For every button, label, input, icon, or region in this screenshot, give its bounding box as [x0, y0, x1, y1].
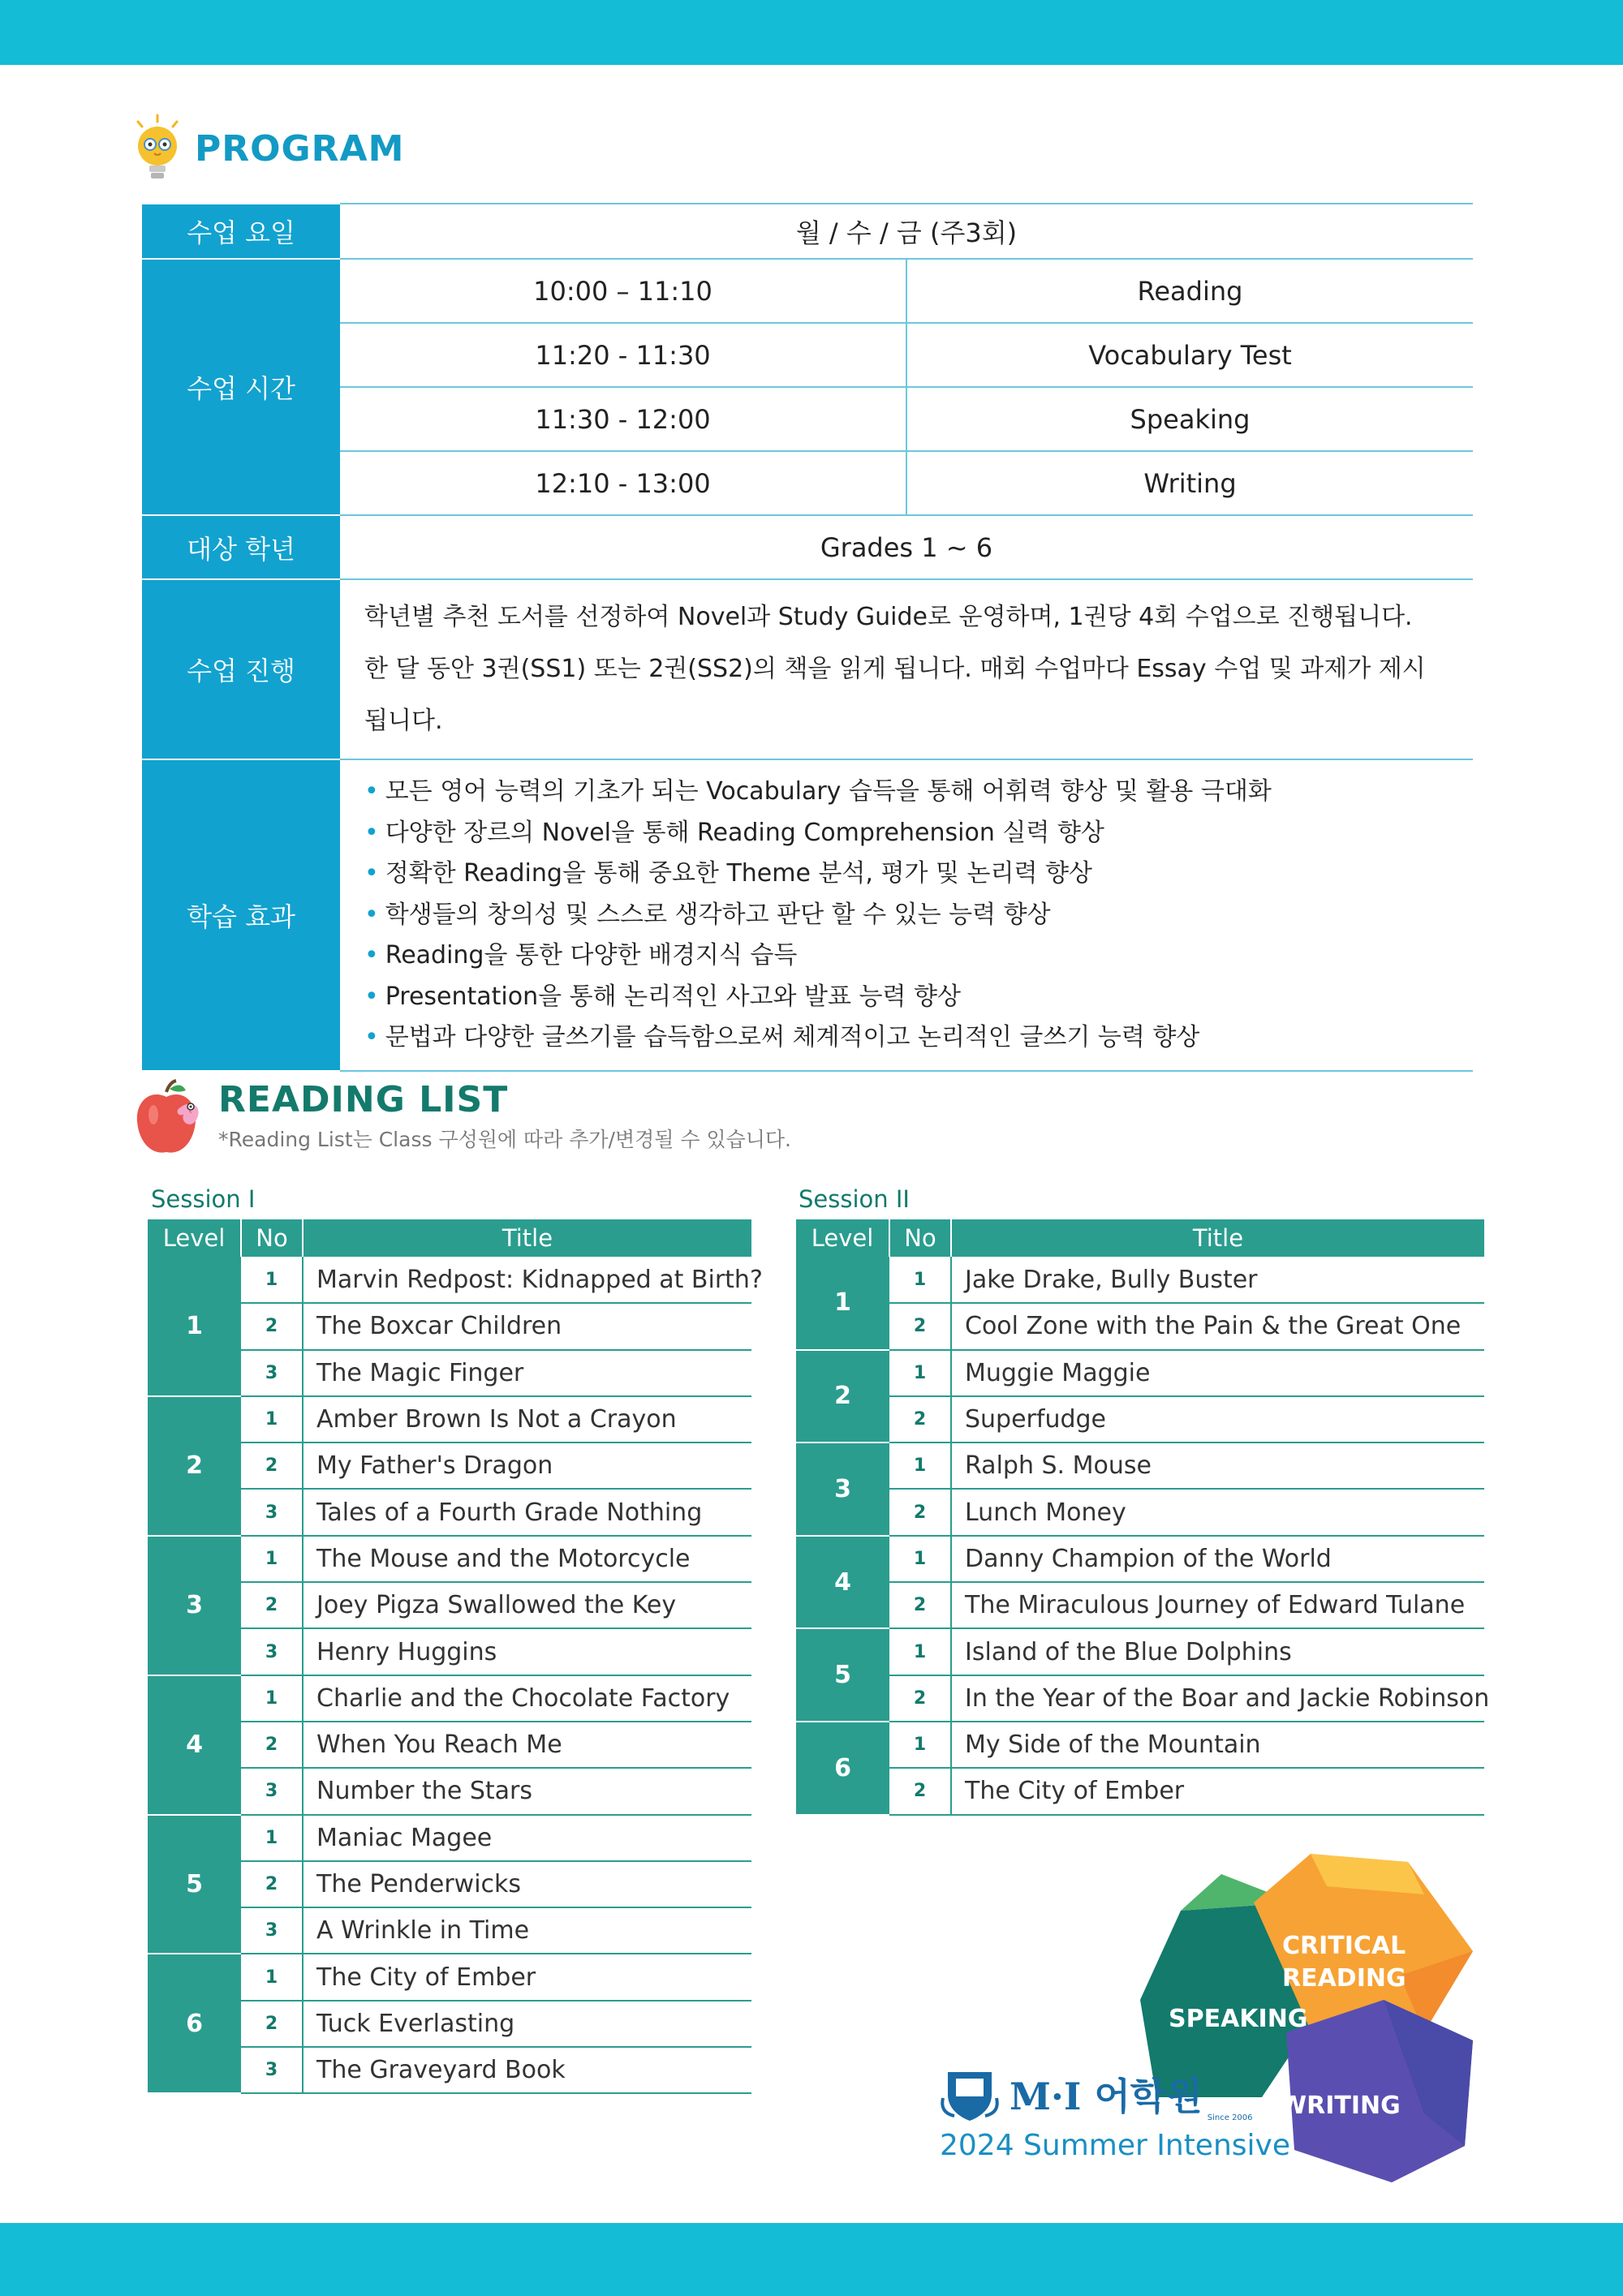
level-cell: 1	[796, 1257, 889, 1350]
days-label: 수업 요일	[142, 204, 340, 259]
progress-line: 한 달 동안 3권(SS1) 또는 2권(SS2)의 책을 읽게 됩니다. 매회 수업마다 Essay 수업 및 과제가 제시됩니다.	[364, 655, 1426, 735]
schedule-subject: Writing	[906, 451, 1473, 515]
schedule-row	[142, 259, 1473, 323]
level-cell: 3	[796, 1443, 889, 1536]
schedule-time: 11:30 - 12:00	[340, 387, 906, 451]
session2-header-row	[796, 1219, 1484, 1257]
brand-since: Since 2006	[1207, 2113, 1253, 2122]
book-row	[148, 1257, 751, 1303]
book-title: Number the Stars	[303, 1768, 751, 1814]
book-row	[796, 1722, 1484, 1768]
book-no: 3	[241, 1489, 303, 1535]
program-row-grade	[142, 515, 1473, 579]
book-row	[148, 1396, 751, 1443]
speaking-text: SPEAKING	[1169, 2005, 1308, 2033]
schedule-subject: Vocabulary Test	[906, 323, 1473, 387]
schedule-row	[142, 451, 1473, 515]
program-row-days	[142, 204, 1473, 259]
schedule-row	[142, 323, 1473, 387]
progress-line: 학년별 추천 도서를 선정하여 Novel과 Study Guide로 운영하며, 1권당 4회 수업으로 진행됩니다.	[364, 603, 1413, 631]
book-no: 1	[889, 1536, 951, 1582]
progress-text	[340, 579, 1473, 759]
book-row	[796, 1628, 1484, 1675]
book-row	[148, 1675, 751, 1722]
schedule-time: 11:20 - 11:30	[340, 323, 906, 387]
level-cell: 2	[148, 1396, 241, 1536]
session1-table	[148, 1219, 763, 2094]
book-title: Jake Drake, Bully Buster	[951, 1257, 1484, 1303]
crest-icon	[940, 2066, 1000, 2122]
top-band	[0, 0, 1623, 65]
program-header	[130, 114, 404, 183]
reading-list-note: *Reading List는 Class 구성원에 따라 추가/변경될 수 있습니다.	[218, 1128, 791, 1151]
book-title: The City of Ember	[951, 1768, 1484, 1814]
book-title: When You Reach Me	[303, 1722, 751, 1768]
effects-cell	[340, 759, 1473, 1071]
level-cell: 2	[796, 1350, 889, 1443]
book-row	[796, 1582, 1484, 1628]
book-row	[796, 1536, 1484, 1582]
book-no: 1	[889, 1628, 951, 1675]
days-value: 월 / 수 / 금 (주3회)	[340, 204, 1473, 259]
book-no: 1	[889, 1722, 951, 1768]
book-no: 1	[241, 1675, 303, 1722]
book-row	[796, 1350, 1484, 1396]
brand-logo	[940, 2066, 1253, 2122]
book-no: 1	[241, 1954, 303, 2000]
book-no: 2	[241, 1582, 303, 1628]
effect-item: • 정확한 Reading을 통해 중요한 Theme 분석, 평가 및 논리력 향상	[364, 859, 1092, 888]
book-title: The Penderwicks	[303, 1861, 751, 1907]
book-title: Charlie and the Chocolate Factory	[303, 1675, 751, 1722]
effect-item: • 문법과 다양한 글쓰기를 습득함으로써 체계적이고 논리적인 글쓰기 능력 향상	[364, 1023, 1200, 1051]
level-cell: 1	[148, 1257, 241, 1396]
program-title: PROGRAM	[195, 127, 405, 170]
book-no: 3	[241, 1628, 303, 1675]
level-cell: 3	[148, 1536, 241, 1675]
progress-label: 수업 진행	[142, 579, 340, 759]
book-title: My Side of the Mountain	[951, 1722, 1484, 1768]
book-title: The Miraculous Journey of Edward Tulane	[951, 1582, 1484, 1628]
book-no: 2	[889, 1582, 951, 1628]
book-title: Danny Champion of the World	[951, 1536, 1484, 1582]
book-no: 1	[889, 1443, 951, 1489]
program-row-effects	[142, 759, 1473, 1071]
effect-item: • Reading을 통한 다양한 배경지식 습득	[364, 941, 798, 970]
level-header: Level	[148, 1219, 241, 1257]
book-no: 1	[889, 1350, 951, 1396]
reading-list-header	[134, 1079, 791, 1157]
reading-list-title: READING LIST	[218, 1079, 509, 1120]
schedule-row	[142, 387, 1473, 451]
book-no: 2	[241, 1303, 303, 1349]
book-no: 3	[241, 1907, 303, 1954]
book-title: The Mouse and the Motorcycle	[303, 1536, 751, 1582]
book-no: 2	[889, 1768, 951, 1814]
no-header: No	[889, 1219, 951, 1257]
book-title: Henry Huggins	[303, 1628, 751, 1675]
schedule-time: 10:00 – 11:10	[340, 259, 906, 323]
effect-item: • 학생들의 창의성 및 스스로 생각하고 판단 할 수 있는 능력 향상	[364, 900, 1051, 929]
session2-table	[796, 1219, 1490, 1816]
session1-label: Session I	[151, 1185, 256, 1213]
book-title: Cool Zone with the Pain & the Great One	[951, 1303, 1484, 1349]
schedule-time: 12:10 - 13:00	[340, 451, 906, 515]
effect-item: • Presentation을 통해 논리적인 사고와 발표 능력 향상	[364, 982, 962, 1011]
schedule-subject: Reading	[906, 259, 1473, 323]
book-no: 2	[889, 1675, 951, 1722]
brand-name: M·I 어학원	[1010, 2075, 1203, 2118]
book-title: In the Year of the Boar and Jackie Robinson	[951, 1675, 1484, 1722]
book-no: 1	[889, 1257, 951, 1303]
book-no: 1	[241, 1815, 303, 1861]
book-title: The City of Ember	[303, 1954, 751, 2000]
level-cell: 5	[796, 1628, 889, 1722]
title-header: Title	[951, 1219, 1484, 1257]
critical-text: CRITICAL	[1282, 1932, 1406, 1960]
session2-label: Session II	[799, 1185, 910, 1213]
book-row	[796, 1443, 1484, 1489]
book-row	[148, 1815, 751, 1861]
title-header: Title	[303, 1219, 751, 1257]
book-title: Muggie Maggie	[951, 1350, 1484, 1396]
book-title: Tuck Everlasting	[303, 2001, 751, 2047]
book-title: The Magic Finger	[303, 1350, 751, 1396]
level-cell: 6	[148, 1954, 241, 2093]
book-no: 2	[241, 2001, 303, 2047]
lightbulb-owl-icon	[130, 114, 185, 183]
book-title: Lunch Money	[951, 1489, 1484, 1535]
grade-value: Grades 1 ~ 6	[340, 515, 1473, 579]
book-no: 1	[241, 1396, 303, 1443]
book-title: Tales of a Fourth Grade Nothing	[303, 1489, 751, 1535]
level-header: Level	[796, 1219, 889, 1257]
book-no: 2	[241, 1722, 303, 1768]
apple-worm-icon	[134, 1079, 207, 1157]
effect-item: • 다양한 장르의 Novel을 통해 Reading Comprehension 실력 향상	[364, 818, 1104, 847]
book-row	[796, 1489, 1484, 1535]
reading-text: READING	[1282, 1964, 1406, 1993]
book-row	[796, 1257, 1484, 1303]
effect-item: • 모든 영어 능력의 기초가 되는 Vocabulary 습득을 통해 어휘력 향상 및 활용 극대화	[364, 777, 1272, 806]
brand-subtitle: 2024 Summer Intensive	[940, 2129, 1290, 2162]
book-no: 2	[889, 1396, 951, 1443]
session1-header-row	[148, 1219, 751, 1257]
book-no: 2	[889, 1489, 951, 1535]
book-no: 2	[241, 1443, 303, 1489]
level-cell: 4	[796, 1536, 889, 1629]
book-row	[148, 1536, 751, 1582]
book-row	[796, 1675, 1484, 1722]
schedule-subject: Speaking	[906, 387, 1473, 451]
book-title: A Wrinkle in Time	[303, 1907, 751, 1954]
book-no: 2	[241, 1861, 303, 1907]
book-title: Ralph S. Mouse	[951, 1443, 1484, 1489]
bottom-band	[0, 2223, 1623, 2296]
level-cell: 4	[148, 1675, 241, 1815]
book-title: The Boxcar Children	[303, 1303, 751, 1349]
book-no: 3	[241, 1350, 303, 1396]
program-table	[142, 203, 1473, 1072]
book-no: 1	[241, 1536, 303, 1582]
effects-list	[340, 760, 1473, 1070]
level-cell: 5	[148, 1815, 241, 1954]
book-title: My Father's Dragon	[303, 1443, 751, 1489]
book-no: 3	[241, 2047, 303, 2093]
book-title: Superfudge	[951, 1396, 1484, 1443]
no-header: No	[241, 1219, 303, 1257]
book-title: Joey Pigza Swallowed the Key	[303, 1582, 751, 1628]
book-title: The Graveyard Book	[303, 2047, 751, 2093]
book-no: 2	[889, 1303, 951, 1349]
time-label: 수업 시간	[142, 259, 340, 515]
book-title: Maniac Magee	[303, 1815, 751, 1861]
level-cell: 6	[796, 1722, 889, 1815]
book-title: Island of the Blue Dolphins	[951, 1628, 1484, 1675]
book-no: 3	[241, 1768, 303, 1814]
book-row	[148, 1954, 751, 2000]
book-row	[796, 1768, 1484, 1814]
book-row	[796, 1396, 1484, 1443]
book-no: 1	[241, 1257, 303, 1303]
effects-label: 학습 효과	[142, 759, 340, 1071]
book-title: Marvin Redpost: Kidnapped at Birth?	[303, 1257, 751, 1303]
grade-label: 대상 학년	[142, 515, 340, 579]
program-row-progress	[142, 579, 1473, 759]
book-title: Amber Brown Is Not a Crayon	[303, 1396, 751, 1443]
book-row	[796, 1303, 1484, 1349]
writing-text: WRITING	[1280, 2092, 1401, 2120]
